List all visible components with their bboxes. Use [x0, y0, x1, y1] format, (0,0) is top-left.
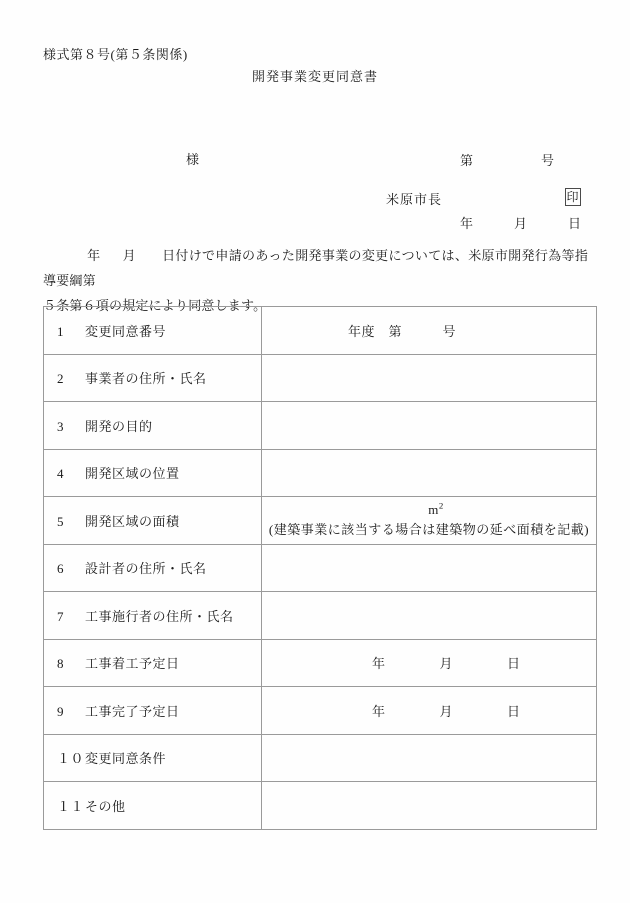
row-value-cell[interactable] [262, 734, 597, 782]
body-sentence-second: ５条第６項の規定により同意します。 [43, 298, 267, 313]
document-number-line: 第 号 [460, 153, 555, 168]
row-label-cell [44, 307, 262, 355]
row-value-cell[interactable] [262, 307, 597, 355]
area-unit [282, 500, 590, 520]
table-row [44, 544, 597, 592]
table-row [44, 449, 597, 497]
table-row [44, 782, 597, 830]
addressee-suffix: 様 [186, 152, 200, 167]
row-value-cell[interactable] [262, 639, 597, 687]
row-index: 6 [57, 561, 64, 577]
row-label: 変更同意条件 [85, 751, 167, 767]
row-value-cell[interactable] [262, 592, 597, 640]
row-label: 工事完了予定日 [85, 703, 180, 719]
row-label: 開発区域の位置 [85, 466, 180, 482]
row-label: 開発の目的 [85, 418, 153, 434]
row-index: １１ [57, 798, 85, 814]
area-unit-exponent: 2 [438, 500, 444, 511]
row-index: 5 [57, 513, 64, 529]
table-row [44, 592, 597, 640]
row-value-cell[interactable] [262, 354, 597, 402]
row-index: 1 [57, 323, 64, 339]
body-year-label: 年 [87, 248, 101, 263]
row-label: 事業者の住所・氏名 [85, 371, 207, 387]
row-index: 3 [57, 418, 64, 434]
table-body [44, 307, 597, 830]
table-row [44, 402, 597, 450]
body-sentence-first: 日付けで申請のあった開発事業の変更については、米原市開発行為等指導要綱第 [43, 248, 589, 288]
row-label-cell [44, 402, 262, 450]
row-index: 8 [57, 656, 64, 672]
row-value-cell[interactable] [262, 497, 597, 545]
area-note: (建築事業に該当する場合は建築物の延べ面積を記載) [268, 522, 590, 538]
form-code: 様式第８号(第５条関係) [43, 47, 188, 62]
row-label: 工事施行者の住所・氏名 [85, 608, 234, 624]
row-label: 設計者の住所・氏名 [85, 561, 207, 577]
row-index: 7 [57, 608, 64, 624]
issuer-name: 米原市長 [386, 192, 443, 207]
row-label-cell [44, 687, 262, 735]
row-value: 年度 第 号 [348, 323, 457, 339]
table-row [44, 734, 597, 782]
row-label-cell [44, 497, 262, 545]
document-date-line: 年 月 日 [460, 216, 582, 231]
table-row [44, 497, 597, 545]
table-row [44, 307, 597, 355]
row-label-cell [44, 734, 262, 782]
table-row [44, 354, 597, 402]
row-value: 年 月 日 [372, 656, 521, 672]
document-title: 開発事業変更同意書 [251, 69, 378, 84]
consent-details-table [43, 306, 597, 830]
row-label-cell [44, 639, 262, 687]
row-label-cell [44, 354, 262, 402]
row-index: 9 [57, 703, 64, 719]
row-value-cell[interactable] [262, 782, 597, 830]
issuer-row [386, 188, 581, 208]
table-row [44, 639, 597, 687]
area-value-block [262, 500, 596, 540]
row-label: 開発区域の面積 [85, 513, 180, 529]
row-value-cell[interactable] [262, 402, 597, 450]
row-index: 4 [57, 466, 64, 482]
row-value-cell[interactable] [262, 544, 597, 592]
row-label-cell [44, 782, 262, 830]
row-index: １０ [57, 751, 85, 767]
row-value: 年 月 日 [372, 703, 521, 719]
seal-stamp-box: 印 [566, 190, 580, 204]
body-month-label: 月 [122, 248, 136, 263]
row-label-cell [44, 544, 262, 592]
table-row [44, 687, 597, 735]
row-value-cell[interactable] [262, 449, 597, 497]
row-label-cell [44, 449, 262, 497]
row-index: 2 [57, 371, 64, 387]
row-value-cell[interactable] [262, 687, 597, 735]
row-label: 変更同意番号 [85, 323, 167, 339]
row-label: 工事着工予定日 [85, 656, 180, 672]
row-label: その他 [85, 798, 126, 814]
row-label-cell [44, 592, 262, 640]
area-unit-letter: m [428, 502, 439, 518]
